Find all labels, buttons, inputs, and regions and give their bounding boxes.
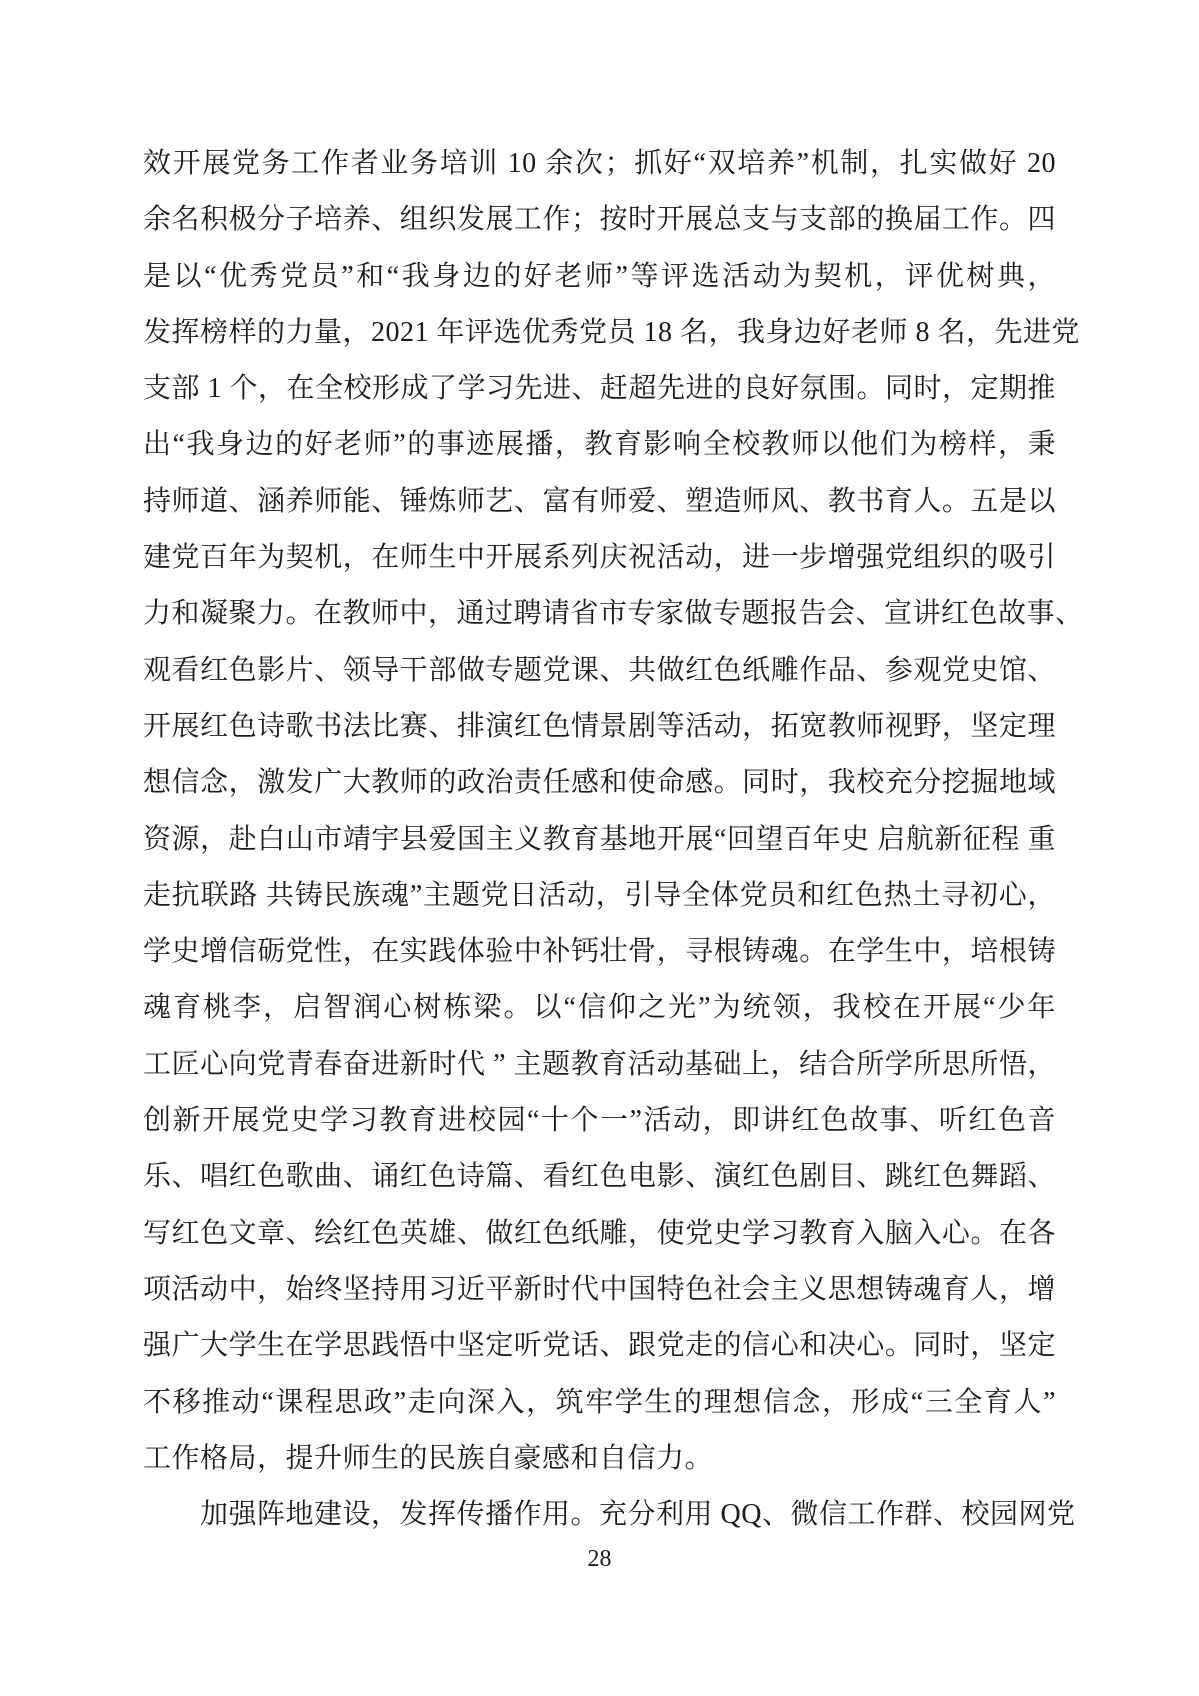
text-line: 强广大学生在学思践悟中坚定听党话、跟党走的信心和决心。同时，坚定 [143,1330,1056,1362]
text-line: 开展红色诗歌书法比赛、排演红色情景剧等活动，拓宽教师视野，坚定理 [143,710,1056,742]
text-line: 是以“优秀党员”和“我身边的好老师”等评选活动为契机，评优树典， [143,260,1056,292]
text-line: 发挥榜样的力量，2021 年评选优秀党员 18 名，我身边好老师 8 名，先进党 [143,316,1081,348]
text-line: 工匠心向党青春奋进新时代 ” 主题教育活动基础上，结合所学所思所悟， [143,1048,1056,1080]
text-line: 出“我身边的好老师”的事迹展播，教育影响全校教师以他们为榜样，秉 [143,429,1056,461]
text-line: 写红色文章、绘红色英雄、做红色纸雕，使党史学习教育入脑入心。在各 [143,1217,1056,1249]
text-line: 不移推动“课程思政”走向深入，筑牢学生的理想信念，形成“三全育人” [143,1386,1056,1418]
text-line: 想信念，激发广大教师的政治责任感和使命感。同时，我校充分挖掘地域 [143,767,1056,799]
text-line: 资源，赴白山市靖宇县爱国主义教育基地开展“回望百年史 启航新征程 重 [143,823,1056,855]
page-number: 28 [587,1546,612,1572]
body-text [143,136,1084,1543]
text-line: 创新开展党史学习教育进校园“十个一”活动，即讲红色故事、听红色音 [143,1105,1056,1137]
text-line: 观看红色影片、领导干部做专题党课、共做红色纸雕作品、参观党史馆、 [143,654,1056,686]
text-line: 项活动中，始终坚持用习近平新时代中国特色社会主义思想铸魂育人，增 [143,1273,1056,1305]
text-line: 乐、唱红色歌曲、诵红色诗篇、看红色电影、演红色剧目、跳红色舞蹈、 [143,1161,1056,1193]
text-line: 魂育桃李，启智润心树栋梁。以“信仰之光”为统领，我校在开展“少年 [143,992,1056,1024]
text-line: 效开展党务工作者业务培训 10 余次；抓好“双培养”机制，扎实做好 20 [143,148,1056,179]
text-line: 力和凝聚力。在教师中，通过聘请省市专家做专题报告会、宣讲红色故事、 [143,598,1084,630]
text-line: 学史增信砺党性，在实践体验中补钙壮骨，寻根铸魂。在学生中，培根铸 [143,936,1056,968]
text-line: 支部 1 个，在全校形成了学习先进、赶超先进的良好氛围。同时，定期推 [143,373,1057,405]
text-line: 余名积极分子培养、组织发展工作；按时开展总支与支部的换届工作。四 [143,204,1056,236]
text-line: 走抗联路 共铸民族魂”主题党日活动，引导全体党员和红色热土寻初心， [143,879,1056,911]
text-line: 持师道、涵养师能、锤炼师艺、富有师爱、塑造师风、教书育人。五是以 [143,485,1056,517]
text-line-paragraph-end: 工作格局，提升师生的民族自豪感和自信力。 [143,1442,714,1474]
text-line-new-paragraph: 加强阵地建设，发挥传播作用。充分利用 QQ、微信工作群、校园网党 [143,1499,1076,1531]
text-line: 建党百年为契机，在师生中开展系列庆祝活动，进一步增强党组织的吸引 [143,542,1056,574]
